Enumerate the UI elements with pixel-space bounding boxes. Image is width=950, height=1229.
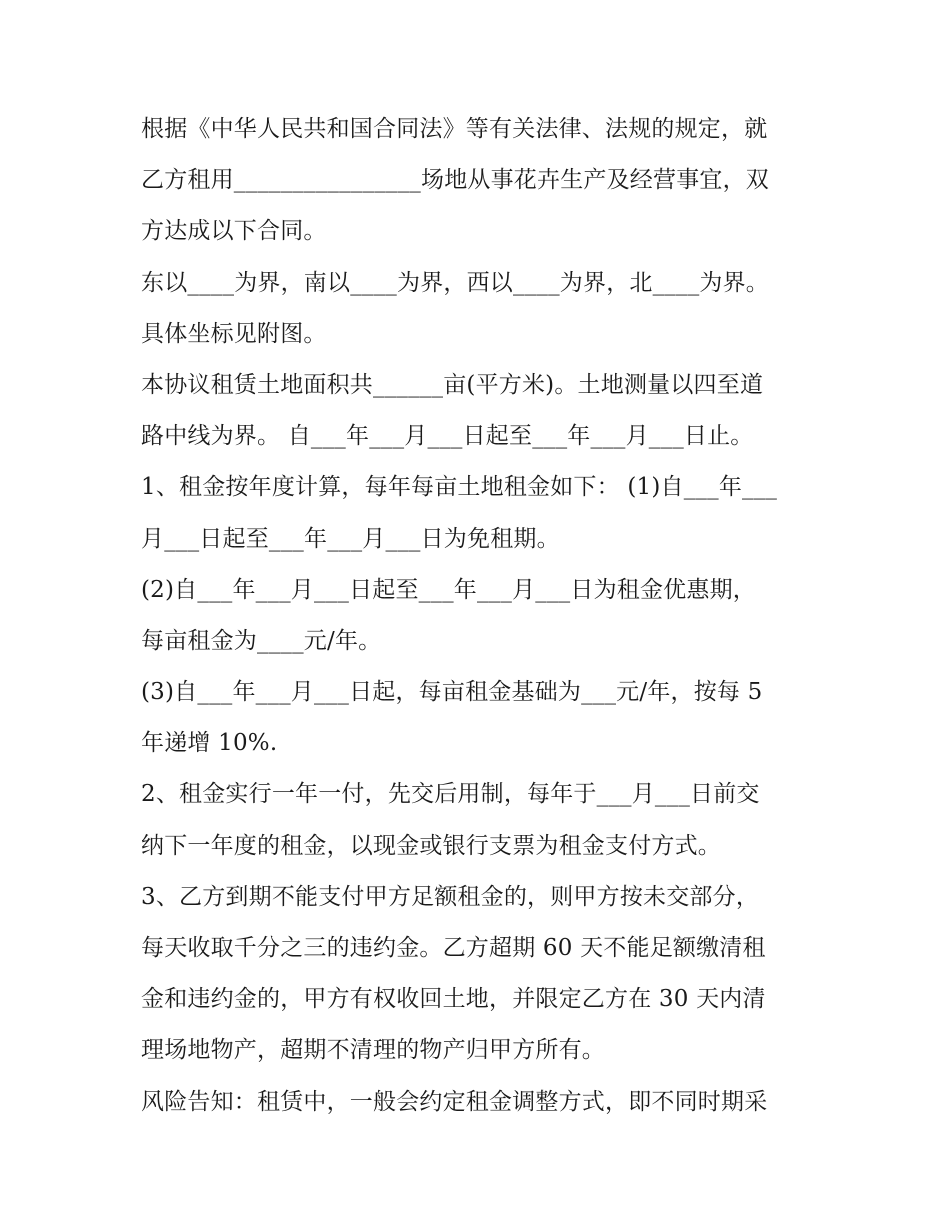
text-line-13: 年递增 10%. [141,730,278,757]
text-line-2: 乙方租用________________场地从事花卉生产及经营事宜，双 [141,167,769,194]
text-line-14: 2、租金实行一年一付，先交后用制，每年于___月___日前交 [141,781,760,808]
text-line-15: 纳下一年度的租金，以现金或银行支票为租金支付方式。 [141,832,721,859]
text-line-20: 风险告知：租赁中，一般会约定租金调整方式，即不同时期采 [141,1088,768,1115]
text-line-19: 理场地物产，超期不清理的物产归甲方所有。 [141,1037,605,1064]
text-line-11: 每亩租金为____元/年。 [141,627,382,654]
text-line-12: (3)自___年___月___日起，每亩租金基础为___元/年，按每 5 [141,679,763,706]
text-line-1: 根据《中华人民共和国合同法》等有关法律、法规的规定，就 [141,116,768,142]
text-line-5: 具体坐标见附图。 [141,320,327,347]
text-line-10: (2)自___年___月___日起至___年___月___日为租金优惠期， [141,576,756,603]
text-line-16: 3、乙方到期不能支付甲方足额租金的，则甲方按未交部分， [141,883,760,910]
text-line-18: 金和违约金的，甲方有权收回土地，并限定乙方在 30 天内清 [141,986,766,1013]
text-line-8: 1、租金按年度计算，每年每亩土地租金如下： (1)自___年___ [141,474,778,501]
text-line-17: 每天收取千分之三的违约金。乙方超期 60 天不能足额缴清租 [141,935,766,961]
text-line-3: 方达成以下合同。 [141,218,327,245]
text-line-9: 月___日起至___年___月___日为免租期。 [141,525,560,552]
text-line-7: 路中线为界。 自___年___月___日起至___年___月___日止。 [141,423,754,450]
text-line-6: 本协议租赁土地面积共______亩(平方米)。土地测量以四至道 [141,371,764,398]
contract-text [141,104,821,1128]
text-line-4: 东以____为界，南以____为界，西以____为界，北____为界。 [141,269,769,296]
